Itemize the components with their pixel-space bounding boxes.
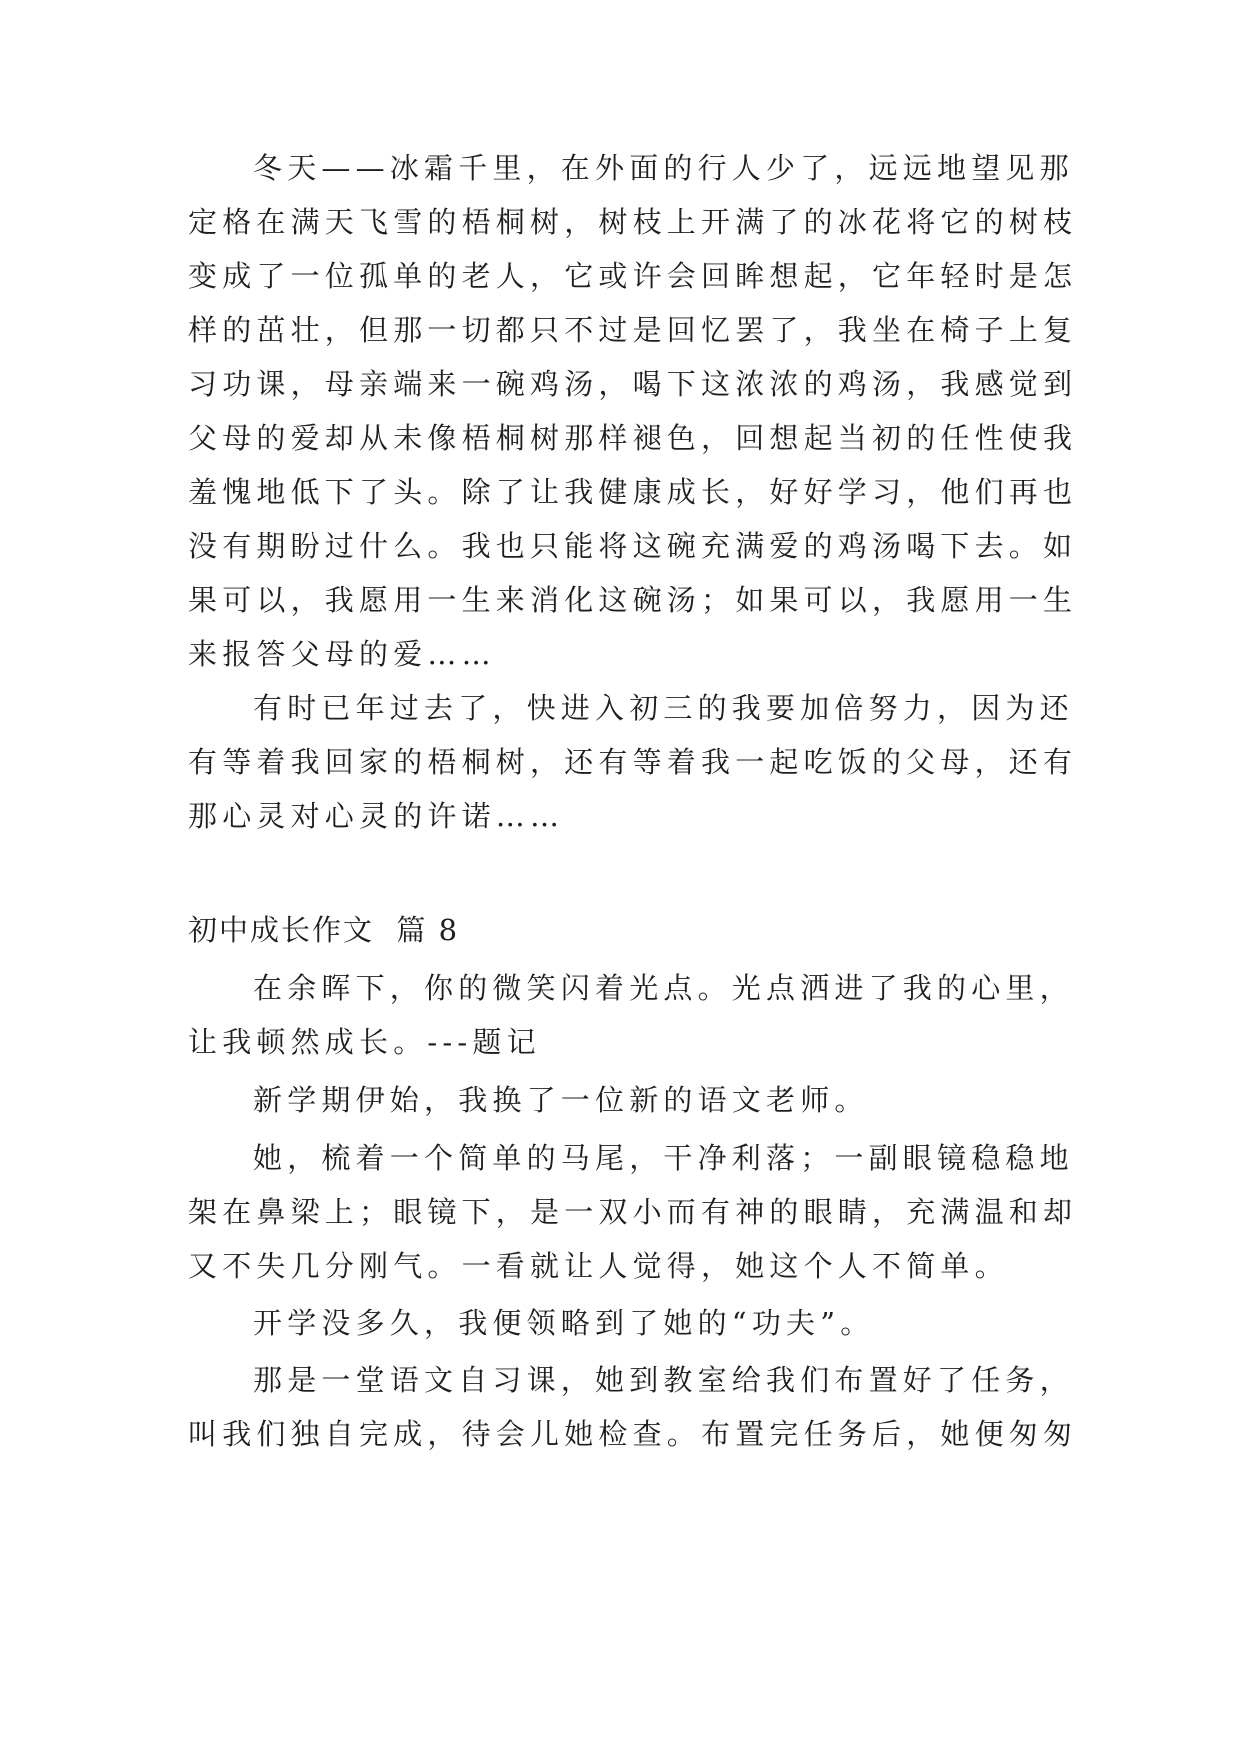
paragraph-line: 样的茁壮，但那一切都只不过是回忆罢了，我坐在椅子上复 (188, 313, 1078, 347)
paragraph-line: 又不失几分刚气。一看就让人觉得，她这个人不简单。 (188, 1249, 1009, 1283)
paragraph-line: 架在鼻梁上；眼镜下，是一双小而有神的眼睛，充满温和却 (188, 1195, 1078, 1229)
paragraph-line: 那心灵对心灵的许诺…… (188, 799, 565, 833)
paragraph-line: 果可以，我愿用一生来消化这碗汤；如果可以，我愿用一生 (188, 583, 1078, 617)
section-heading: 初中成长作文 篇 8 (188, 913, 460, 947)
paragraph-line: 新学期伊始，我换了一位新的语文老师。 (253, 1083, 869, 1117)
paragraph-line: 习功课，母亲端来一碗鸡汤，喝下这浓浓的鸡汤，我感觉到 (188, 367, 1078, 401)
paragraph-line: 有等着我回家的梧桐树，还有等着我一起吃饭的父母，还有 (188, 745, 1078, 779)
paragraph-line: 没有期盼过什么。我也只能将这碗充满爱的鸡汤喝下去。如 (188, 529, 1078, 563)
paragraph-line: 她，梳着一个简单的马尾，干净利落；一副眼镜稳稳地 (253, 1141, 1074, 1175)
paragraph-line: 变成了一位孤单的老人，它或许会回眸想起，它年轻时是怎 (188, 259, 1078, 293)
paragraph-line: 开学没多久，我便领略到了她的“功夫”。 (253, 1306, 875, 1340)
paragraph-line: 叫我们独自完成，待会儿她检查。布置完任务后，她便匆匆 (188, 1417, 1078, 1451)
paragraph-line: 来报答父母的爱…… (188, 637, 496, 671)
paragraph-line: 有时已年过去了，快进入初三的我要加倍努力，因为还 (253, 691, 1074, 725)
paragraph-line: 父母的爱却从未像梧桐树那样褪色，回想起当初的任性使我 (188, 421, 1078, 455)
paragraph-line: 羞愧地低下了头。除了让我健康成长，好好学习，他们再也 (188, 475, 1078, 509)
paragraph-line: 让我顿然成长。---题记 (188, 1025, 541, 1059)
paragraph-line: 那是一堂语文自习课，她到教室给我们布置好了任务， (253, 1363, 1074, 1397)
paragraph-line: 在余晖下，你的微笑闪着光点。光点洒进了我的心里， (253, 971, 1074, 1005)
paragraph-line: 冬天——冰霜千里，在外面的行人少了，远远地望见那 (253, 151, 1074, 185)
paragraph-line: 定格在满天飞雪的梧桐树，树枝上开满了的冰花将它的树枝 (188, 205, 1078, 239)
